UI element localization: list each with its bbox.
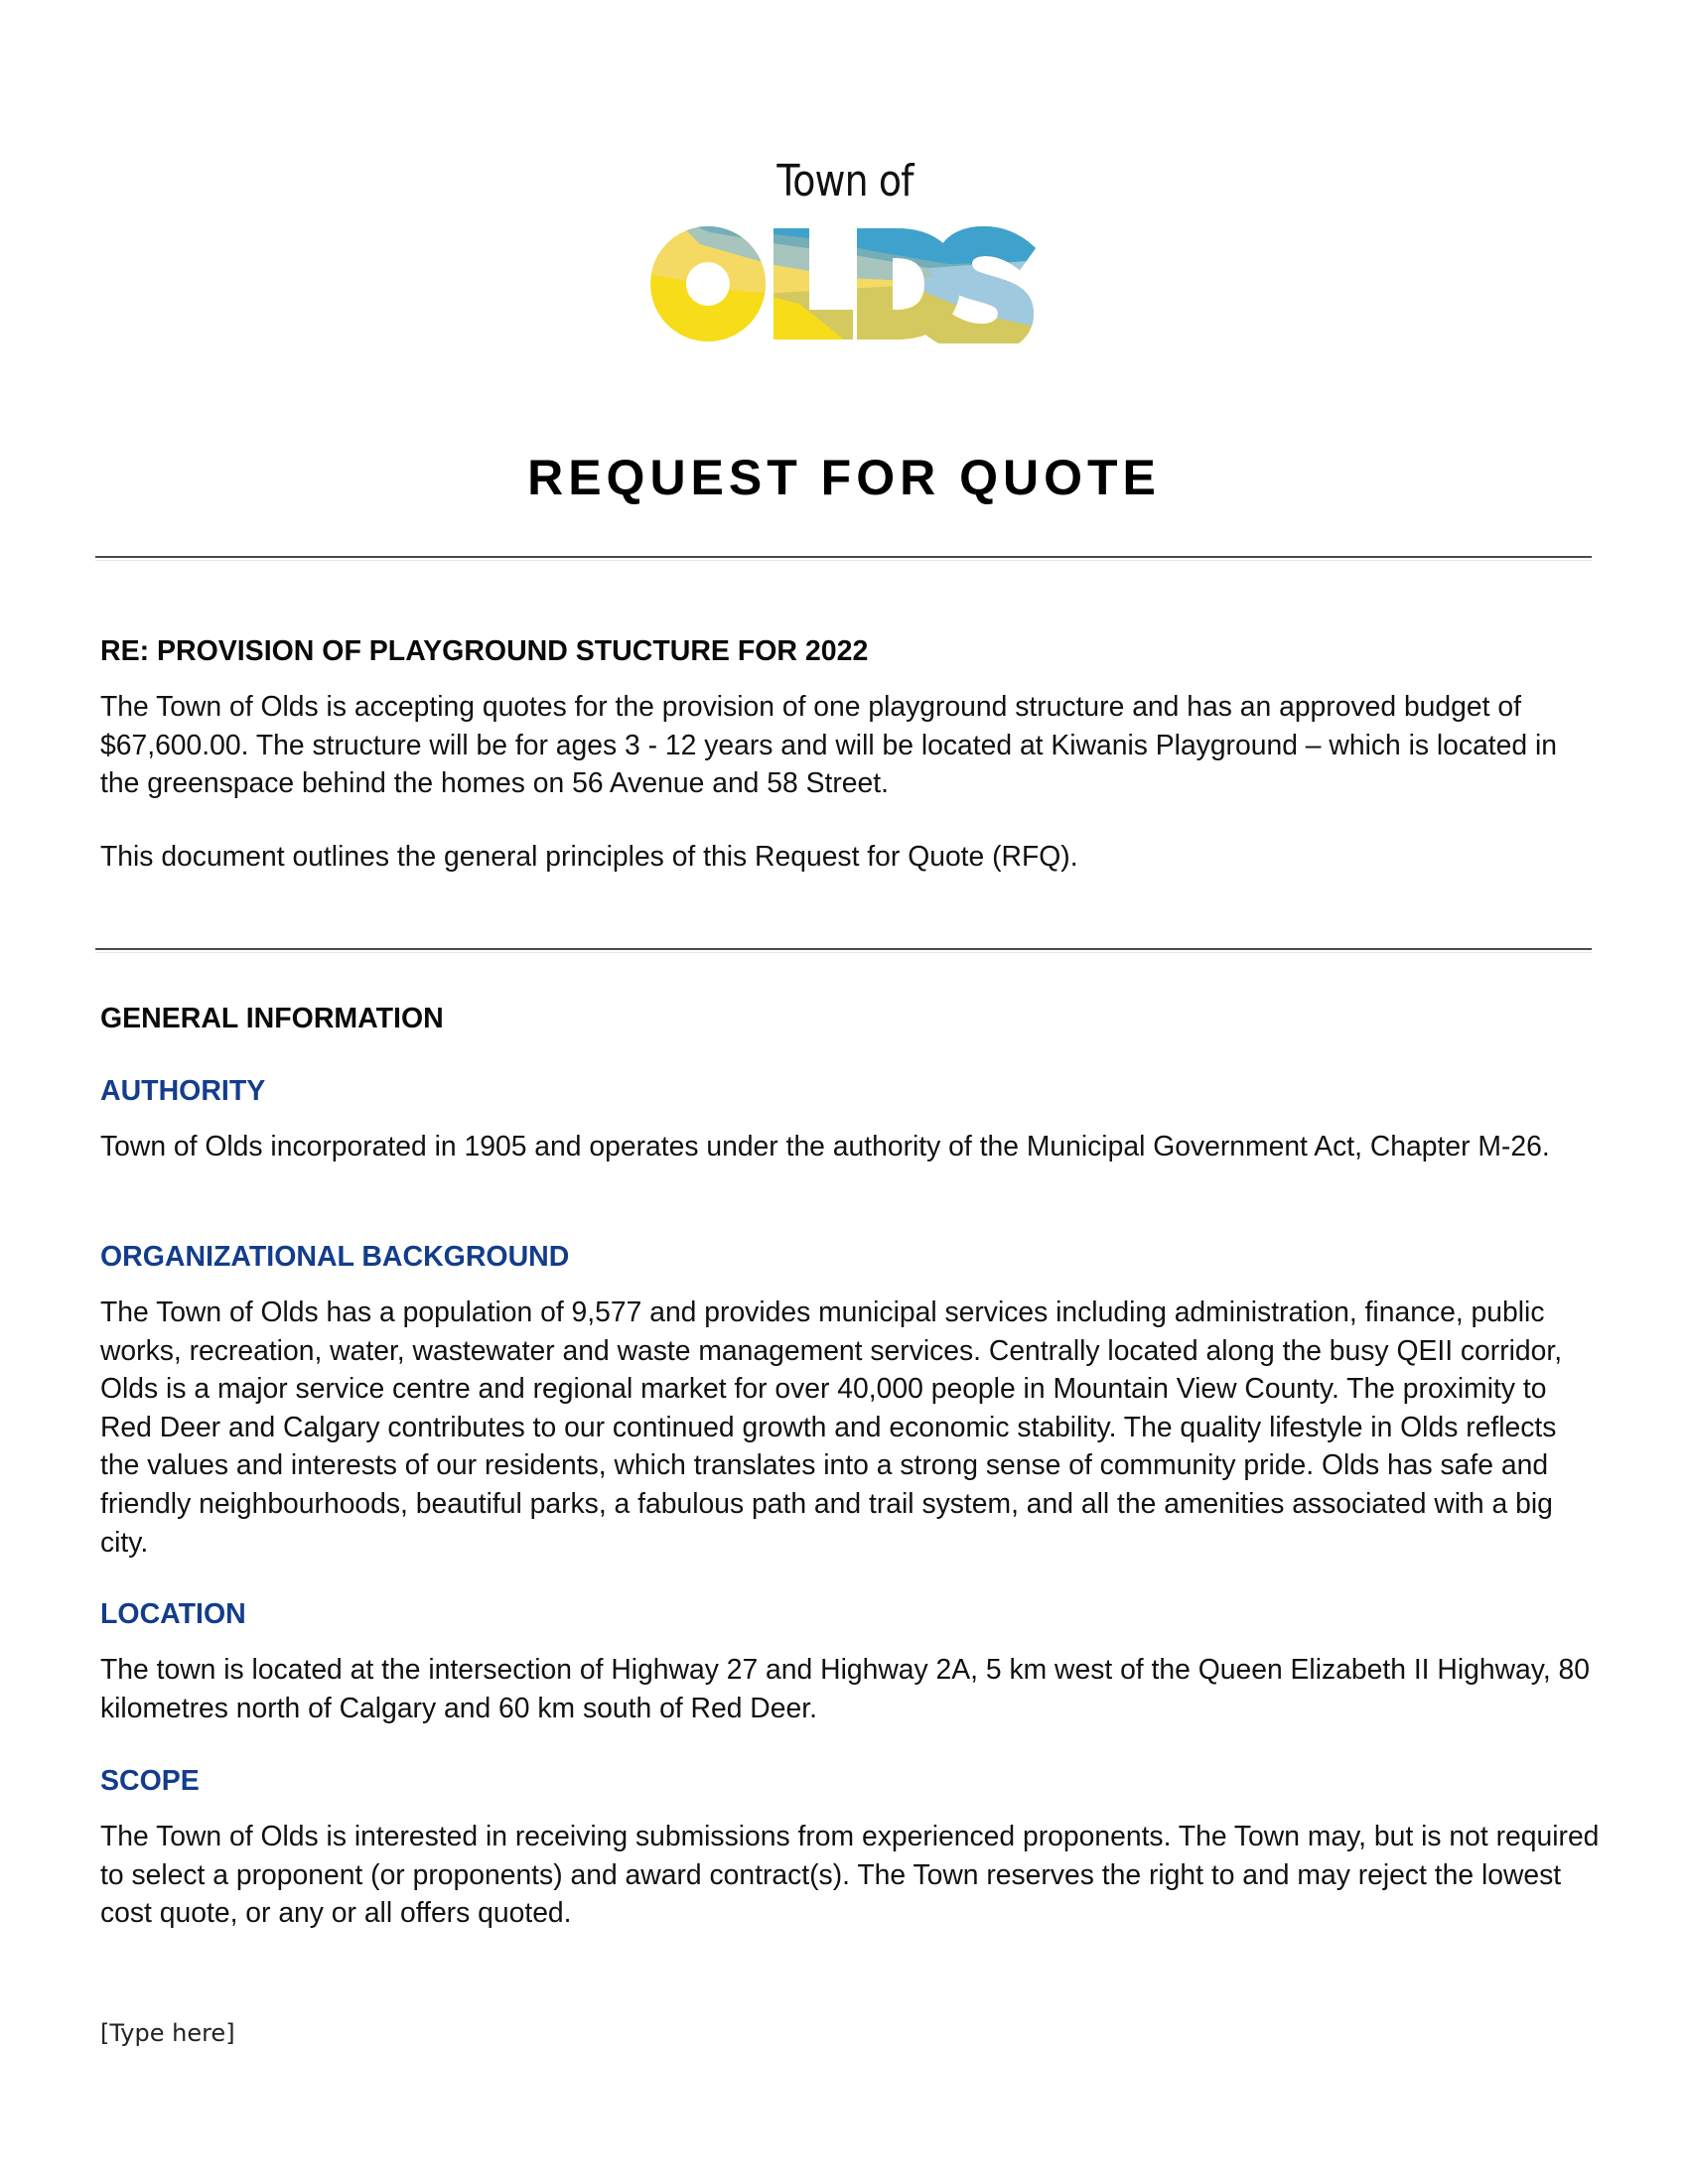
town-of-olds-logo <box>650 149 1040 352</box>
olds-wordmark-icon <box>650 224 1040 343</box>
location-body: The town is located at the intersection of Highway 27 and Highway 2A, 5 km west of the Queen Elizabeth II Highway, 80 kilometres north of Calgary and 60 km south of Red Deer. <box>100 1653 1591 1723</box>
page-title: REQUEST FOR QUOTE <box>527 450 1161 505</box>
organizational-background-heading: ORGANIZATIONAL BACKGROUND <box>100 1241 570 1273</box>
re-heading: RE: PROVISION OF PLAYGROUND STUCTURE FOR 2022 <box>100 635 869 667</box>
scope-body: The Town of Olds is interested in receiving submissions from experienced proponents. The Town may, but is not required to select a proponent (or proponents) and award contract(s). The Town reserves the right to and may reject the lowest cost quote, or any or all offers quoted. <box>100 1820 1600 1929</box>
authority-heading: AUTHORITY <box>100 1075 266 1107</box>
location-heading: LOCATION <box>100 1598 246 1630</box>
scope-heading: SCOPE <box>100 1765 200 1797</box>
logo-town-of-text: Town of <box>776 156 914 206</box>
intro-note: This document outlines the general principles of this Request for Quote (RFQ). <box>100 840 1078 872</box>
footer-placeholder[interactable]: [Type here] <box>100 2019 235 2047</box>
divider <box>95 556 1592 558</box>
general-information-heading: GENERAL INFORMATION <box>100 1003 444 1034</box>
divider <box>95 948 1592 950</box>
intro-paragraph: The Town of Olds is accepting quotes for the provision of one playground structure and has an approved budget of $67,600.00. The structure will be for ages 3 - 12 years and will be located at Kiwanis Playground – which is located in the greenspace behind the homes on 56 Avenue and 58 Street. <box>100 690 1558 799</box>
authority-body: Town of Olds incorporated in 1905 and operates under the authority of the Municipal Government Act, Chapter M-26. <box>100 1130 1550 1161</box>
organizational-background-body: The Town of Olds has a population of 9,577 and provides municipal services including administration, finance, public works, recreation, water, wastewater and waste management services. Centrally located along the busy QEII corridor, Olds is a major service centre and regional market for over 40,000 people in Mountain View County. The proximity to Red Deer and Calgary contributes to our continued growth and economic stability. The quality lifestyle in Olds reflects the values and interests of our residents, which translates into a strong sense of community pride. Olds has safe and friendly neighbourhoods, beautiful parks, a fabulous path and trail system, and all the amenities associated with a big city. <box>100 1296 1563 1558</box>
